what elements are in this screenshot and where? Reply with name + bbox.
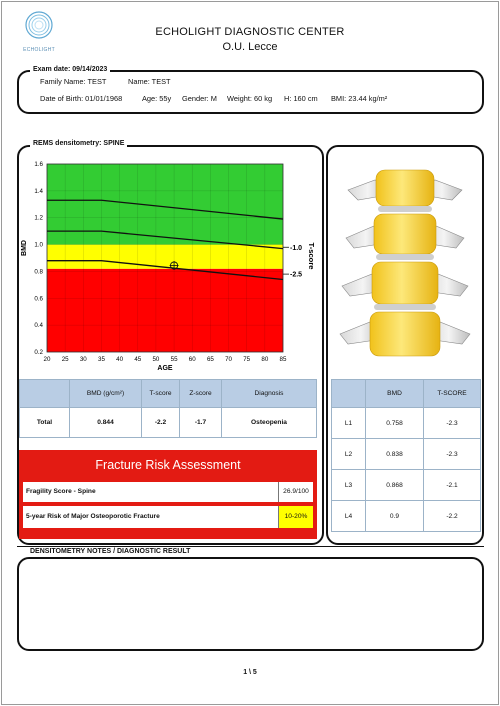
patient-family-name: Family Name: TEST (40, 77, 107, 86)
chart-y-tick-label: 1.4 (34, 187, 43, 195)
chart-y-tick-label: 1.6 (34, 161, 43, 168)
vertebra-row-label: L2 (332, 439, 366, 470)
vertebra-row-label: L4 (332, 501, 366, 532)
chart-y-axis-label: BMD (21, 240, 28, 256)
summary-bmd-value: 0.844 (70, 408, 142, 438)
chart-x-tick-label: 30 (79, 356, 87, 363)
chart-x-tick-label: 80 (261, 356, 269, 363)
vertebra-row-tscore: -2.3 (424, 408, 481, 439)
logo-text: ECHOLIGHT (23, 47, 55, 53)
notes-divider (17, 546, 484, 547)
summary-total-label: Total (20, 408, 70, 438)
chart-tscore-label: -2.5 (290, 271, 303, 279)
chart-x-tick-label: 70 (225, 356, 232, 363)
summary-header-bmd: BMD (g/cm²) (70, 380, 142, 408)
vertebra-row-tscore: -2.3 (424, 439, 481, 470)
patient-name: Name: TEST (128, 77, 171, 86)
chart-y-tick-label: 0.2 (34, 349, 43, 356)
chart-zone-0 (47, 269, 283, 352)
chart-x-tick-label: 35 (98, 356, 105, 363)
chart-x-tick-label: 65 (206, 356, 214, 363)
chart-y-tick-label: 1.0 (34, 241, 43, 249)
chart-x-tick-label: 25 (61, 356, 69, 363)
fragility-value: 26.9/100 (283, 488, 309, 495)
vertebra-l3 (342, 262, 468, 310)
chart-x-tick-label: 20 (43, 356, 51, 363)
summary-zscore-value: -1.7 (180, 408, 222, 438)
summary-tscore-value: -2.2 (142, 408, 180, 438)
vertebra-row-label: L1 (332, 408, 366, 439)
fracture-risk-panel (19, 450, 317, 539)
summary-diagnosis-value: Osteopenia (222, 408, 317, 438)
risk-label: 5-year Risk of Major Osteoporotic Fracture (26, 513, 160, 520)
vertebra-row-label: L3 (332, 470, 366, 501)
vertebra-header-tscore: T-SCORE (424, 380, 481, 408)
patient-gender: Gender: M (182, 94, 217, 103)
patient-age: Age: 55y (142, 94, 172, 103)
exam-date: Exam date: 09/14/2023 (30, 66, 110, 73)
chart-y-tick-label: 0.8 (34, 268, 43, 276)
bmd-chart (18, 156, 318, 378)
chart-y-tick-label: 0.4 (34, 322, 43, 330)
fragility-label: Fragility Score - Spine (26, 488, 96, 495)
vertebra-row-tscore: -2.2 (424, 501, 481, 532)
chart-zone-1 (47, 245, 283, 269)
patient-weight: Weight: 60 kg (227, 94, 273, 103)
chart-tscore-axis-label: T-score (307, 242, 316, 270)
risk-row (23, 506, 313, 528)
risk-value: 10-20% (278, 506, 313, 528)
summary-header-tscore: T-score (142, 380, 180, 408)
summary-header-diagnosis: Diagnosis (222, 380, 317, 408)
chart-zone-2 (47, 164, 283, 245)
patient-bmi: BMI: 23.44 kg/m² (331, 94, 388, 103)
vertebra-row-bmd: 0.758 (366, 408, 424, 439)
summary-header-zscore: Z-score (180, 380, 222, 408)
vertebra-l1 (348, 170, 462, 212)
vertebra-l4 (340, 312, 470, 356)
vertebra-header-bmd: BMD (366, 380, 424, 408)
page-number: 1 \ 5 (243, 669, 257, 676)
chart-y-tick-label: 0.6 (34, 295, 43, 303)
unit-name: O.U. Lecce (222, 41, 278, 53)
patient-height: H: 160 cm (284, 94, 318, 103)
vertebra-row-bmd: 0.868 (366, 470, 424, 501)
summary-header-blank (20, 380, 70, 408)
center-name: ECHOLIGHT DIAGNOSTIC CENTER (155, 26, 345, 38)
patient-dob: Date of Birth: 01/01/1968 (40, 94, 123, 103)
chart-x-tick-label: 45 (134, 356, 142, 363)
bmd-summary-table (19, 379, 317, 438)
chart-x-tick-label: 55 (170, 356, 178, 363)
chart-tscore-label: -1.0 (290, 244, 303, 252)
vertebra-l2 (346, 214, 464, 260)
chart-y-tick-label: 1.2 (34, 214, 43, 222)
notes-label: DENSITOMETRY NOTES / DIAGNOSTIC RESULT (27, 548, 193, 555)
chart-x-tick-label: 40 (116, 356, 124, 363)
fracture-risk-title: Fracture Risk Assessment (95, 458, 241, 472)
chart-x-tick-label: 60 (188, 356, 196, 363)
vertebra-table (331, 379, 481, 532)
vertebra-row-bmd: 0.9 (366, 501, 424, 532)
vertebra-row-bmd: 0.838 (366, 439, 424, 470)
chart-x-axis-label: AGE (157, 365, 173, 372)
chart-x-tick-label: 50 (152, 356, 160, 363)
vertebra-row-tscore: -2.1 (424, 470, 481, 501)
rems-label: REMS densitometry: SPINE (30, 140, 127, 147)
fragility-row (23, 482, 313, 502)
vertebra-header-blank (332, 380, 366, 408)
chart-x-tick-label: 85 (279, 356, 287, 363)
notes-box (17, 557, 484, 651)
lumbar-spine-illustration (330, 150, 480, 364)
chart-x-tick-label: 75 (243, 356, 251, 363)
